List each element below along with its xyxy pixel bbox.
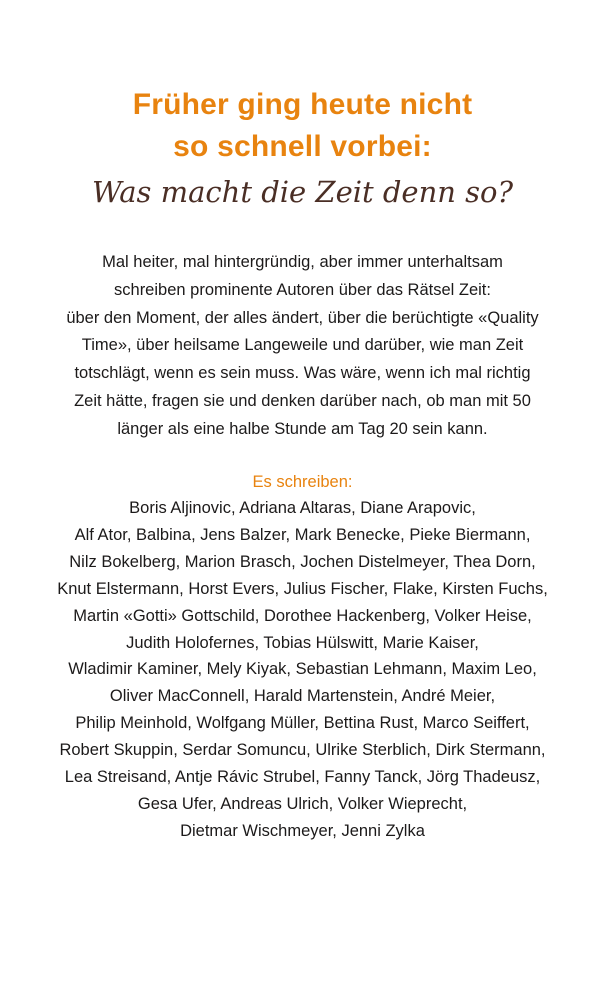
authors-line: Lea Streisand, Antje Rávic Strubel, Fanny Tanck, Jörg Thadeusz,	[64, 768, 541, 787]
authors-list	[0, 495, 605, 845]
blurb-line: schreiben prominente Autoren über das Rätsel Zeit:	[114, 280, 491, 299]
authors-line: Alf Ator, Balbina, Jens Balzer, Mark Benecke, Pieke Biermann,	[74, 525, 531, 544]
authors-line: Philip Meinhold, Wolfgang Müller, Bettina Rust, Marco Seiffert,	[75, 714, 530, 733]
blurb-line: totschlägt, wenn es sein muss. Was wäre, wenn ich mal richtig	[74, 364, 531, 383]
authors-line: Nilz Bokelberg, Marion Brasch, Jochen Distelmeyer, Thea Dorn,	[69, 552, 536, 571]
authors-line: Dietmar Wischmeyer, Jenni Zylka	[180, 821, 425, 840]
headline-script-line: Was macht die Zeit denn so?	[91, 175, 514, 209]
authors-line: Judith Holofernes, Tobias Hülswitt, Marie Kaiser,	[126, 633, 479, 652]
authors-line: Gesa Ufer, Andreas Ulrich, Volker Wieprecht,	[137, 794, 468, 813]
authors-line: Robert Skuppin, Serdar Somuncu, Ulrike Sterblich, Dirk Stermann,	[59, 741, 546, 760]
authors-heading: Es schreiben:	[252, 473, 353, 491]
authors-line: Martin «Gotti» Gottschild, Dorothee Hackenberg, Volker Heise,	[73, 606, 532, 625]
authors-line: Oliver MacConnell, Harald Martenstein, André Meier,	[109, 687, 496, 706]
authors-line: Boris Aljinovic, Adriana Altaras, Diane Arapovic,	[129, 499, 476, 517]
blurb-line: Time», über heilsame Langeweile und darüber, wie man Zeit	[81, 336, 524, 355]
blurb-line: über den Moment, der alles ändert, über die berüchtigte «Quality	[66, 308, 539, 327]
blurb-paragraph	[0, 249, 605, 444]
headline-line-1: Früher ging heute nicht	[132, 88, 473, 121]
authors-line: Wladimir Kaminer, Mely Kiyak, Sebastian Lehmann, Maxim Leo,	[68, 660, 537, 679]
blurb-line: Zeit hätte, fragen sie und denken darüber nach, ob man mit 50	[74, 391, 531, 410]
blurb-line: länger als eine halbe Stunde am Tag 20 sein kann.	[117, 419, 488, 438]
authors-line: Knut Elstermann, Horst Evers, Julius Fischer, Flake, Kirsten Fuchs,	[57, 579, 548, 598]
headline-line-2: so schnell vorbei:	[173, 130, 432, 163]
blurb-line: Mal heiter, mal hintergründig, aber immer unterhaltsam	[102, 253, 503, 271]
